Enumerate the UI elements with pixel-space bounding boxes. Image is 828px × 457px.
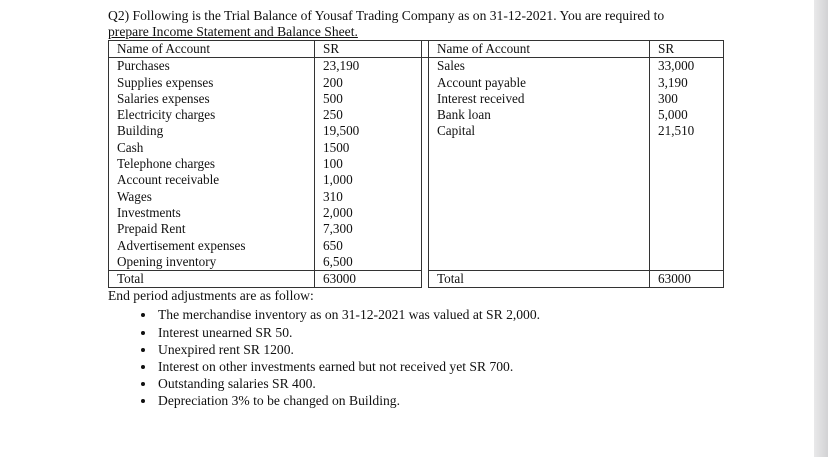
account-name-left: Salaries expenses: [109, 91, 315, 107]
total-value-left: 63000: [315, 271, 422, 288]
amount-left: 100: [315, 156, 422, 172]
adjustment-item: • The merchandise inventory as on 31-12-2021 was valued at SR 2,000.: [156, 306, 808, 323]
header-name-left: Name of Account: [109, 41, 315, 58]
account-name-left: Cash: [109, 140, 315, 156]
amount-right: [650, 205, 724, 221]
amount-right: [650, 221, 724, 237]
account-name-right: Capital: [429, 123, 650, 139]
account-name-right: [429, 205, 650, 221]
column-gap: [422, 189, 429, 205]
column-gap: [422, 271, 429, 288]
amount-right: 33,000: [650, 58, 724, 75]
header-sr-left: SR: [315, 41, 422, 58]
account-name-right: [429, 140, 650, 156]
account-name-left: Purchases: [109, 58, 315, 75]
amount-right: [650, 189, 724, 205]
window-edge: [814, 0, 828, 457]
amount-left: 7,300: [315, 221, 422, 237]
adjustment-item: • Interest on other investments earned but not received yet SR 700.: [156, 358, 808, 375]
amount-right: [650, 238, 724, 254]
account-name-right: Interest received: [429, 91, 650, 107]
account-name-left: Wages: [109, 189, 315, 205]
table-row: [109, 58, 724, 75]
column-gap: [422, 58, 429, 75]
question-text: [108, 8, 808, 39]
amount-left: 310: [315, 189, 422, 205]
account-name-left: Building: [109, 123, 315, 139]
amount-right: 3,190: [650, 75, 724, 91]
amount-right: [650, 140, 724, 156]
account-name-left: Prepaid Rent: [109, 221, 315, 237]
column-gap: [422, 41, 429, 58]
table-row: [109, 140, 724, 156]
table-row: [109, 189, 724, 205]
adjustment-item: • Outstanding salaries SR 400.: [156, 375, 808, 392]
table-row: [109, 156, 724, 172]
adjustments-list: [108, 306, 808, 409]
column-gap: [422, 254, 429, 271]
column-gap: [422, 172, 429, 188]
amount-right: 21,510: [650, 123, 724, 139]
column-gap: [422, 205, 429, 221]
account-name-left: Account receivable: [109, 172, 315, 188]
account-name-right: [429, 189, 650, 205]
amount-right: [650, 172, 724, 188]
trial-balance-table: [108, 40, 724, 288]
account-name-right: Sales: [429, 58, 650, 75]
account-name-right: [429, 238, 650, 254]
total-label-left: Total: [109, 271, 315, 288]
amount-right: 300: [650, 91, 724, 107]
amount-left: 23,190: [315, 58, 422, 75]
account-name-right: [429, 156, 650, 172]
question-line-2: prepare Income Statement and Balance Sheet.: [108, 23, 358, 39]
question-document: [108, 8, 808, 410]
table-row: [109, 205, 724, 221]
adjustments-title: End period adjustments are as follow:: [108, 288, 314, 304]
column-gap: [422, 238, 429, 254]
adjustment-item: • Unexpired rent SR 1200.: [156, 341, 808, 358]
amount-left: 250: [315, 107, 422, 123]
amount-right: [650, 254, 724, 271]
account-name-left: Supplies expenses: [109, 75, 315, 91]
account-name-left: Telephone charges: [109, 156, 315, 172]
account-name-right: [429, 254, 650, 271]
account-name-right: [429, 172, 650, 188]
amount-left: 200: [315, 75, 422, 91]
table-row: [109, 107, 724, 123]
question-line-1: Q2) Following is the Trial Balance of Yousaf Trading Company as on 31-12-2021. You are required to: [108, 8, 665, 23]
account-name-right: Bank loan: [429, 107, 650, 123]
column-gap: [422, 75, 429, 91]
table-row: [109, 221, 724, 237]
adjustment-item: • Interest unearned SR 50.: [156, 324, 808, 341]
account-name-left: Investments: [109, 205, 315, 221]
table-total-row: [109, 271, 724, 288]
account-name-left: Electricity charges: [109, 107, 315, 123]
account-name-right: [429, 221, 650, 237]
amount-right: 5,000: [650, 107, 724, 123]
amount-right: [650, 156, 724, 172]
table-row: [109, 75, 724, 91]
table-row: [109, 91, 724, 107]
column-gap: [422, 107, 429, 123]
table-body: [109, 58, 724, 271]
amount-left: 2,000: [315, 205, 422, 221]
account-name-left: Opening inventory: [109, 254, 315, 271]
amount-left: 650: [315, 238, 422, 254]
amount-left: 1500: [315, 140, 422, 156]
amount-left: 1,000: [315, 172, 422, 188]
table-row: [109, 123, 724, 139]
account-name-left: Advertisement expenses: [109, 238, 315, 254]
column-gap: [422, 156, 429, 172]
account-name-right: Account payable: [429, 75, 650, 91]
table-header-row: [109, 41, 724, 58]
header-name-right: Name of Account: [429, 41, 650, 58]
amount-left: 500: [315, 91, 422, 107]
column-gap: [422, 140, 429, 156]
column-gap: [422, 123, 429, 139]
table-row: [109, 238, 724, 254]
column-gap: [422, 91, 429, 107]
table-row: [109, 254, 724, 271]
total-label-right: Total: [429, 271, 650, 288]
adjustment-item: • Depreciation 3% to be changed on Building.: [156, 392, 808, 409]
table-row: [109, 172, 724, 188]
total-value-right: 63000: [650, 271, 724, 288]
header-sr-right: SR: [650, 41, 724, 58]
column-gap: [422, 221, 429, 237]
amount-left: 19,500: [315, 123, 422, 139]
amount-left: 6,500: [315, 254, 422, 271]
